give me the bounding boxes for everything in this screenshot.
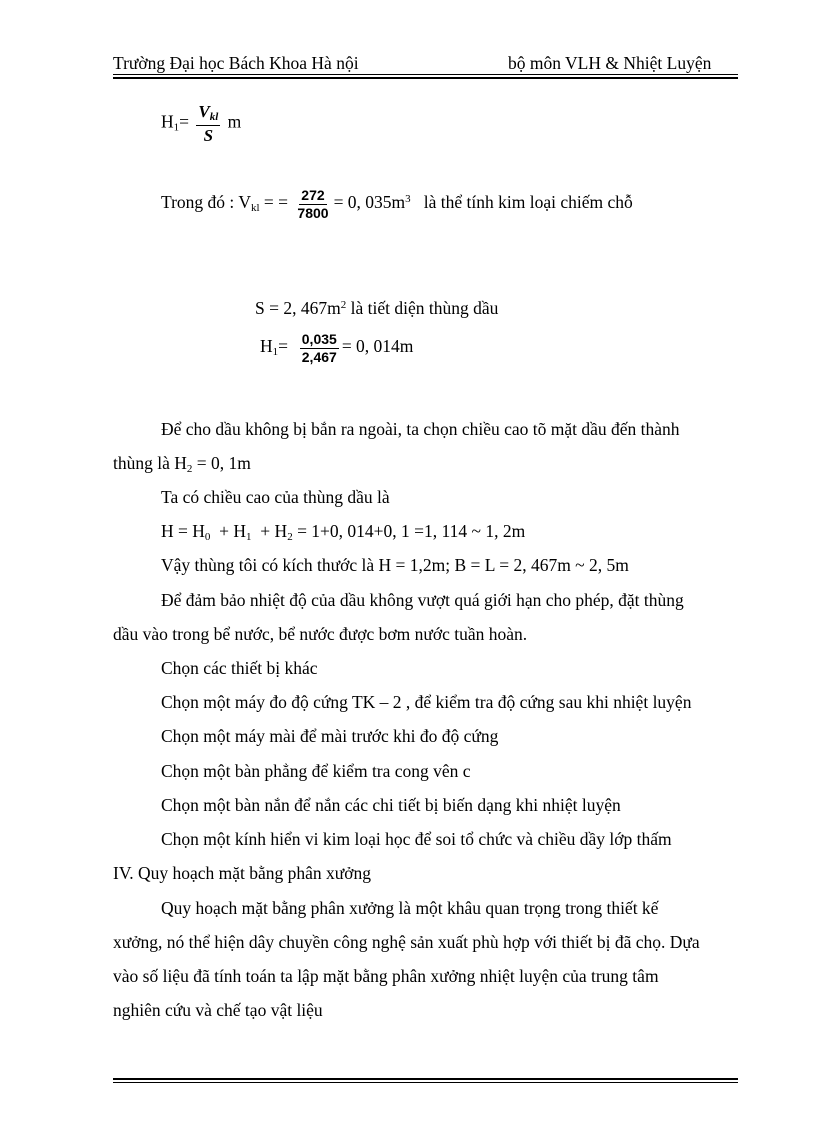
paragraph-line: vào số liệu đã tính toán ta lập mặt bằng phân xưởng nhiệt luyện của trung tâm xyxy=(113,966,659,986)
header-department-name: bộ môn VLH & Nhiệt Luyện xyxy=(508,53,712,73)
text-sub: 0 xyxy=(204,531,211,543)
paragraph-line: Chọn một máy đo độ cứng TK – 2 , để kiểm tra độ cứng sau khi nhiệt luyện xyxy=(161,692,692,712)
formula-description: là tiết diện thùng dầu xyxy=(350,298,499,318)
paragraph-line: Quy hoạch mặt bằng phân xưởng là một khâu quan trọng trong thiết kế xyxy=(161,898,659,918)
fraction-numerator: V xyxy=(198,102,210,121)
fraction-numerator: 0,035 xyxy=(301,331,337,347)
formula-h1-definition xyxy=(161,103,241,144)
text-span: + H xyxy=(219,521,247,541)
section-heading: IV. Quy hoạch mặt bằng phân xưởng xyxy=(113,863,372,883)
text-span: = 0, 1m xyxy=(196,453,251,473)
text-sub: 2 xyxy=(287,531,293,543)
formula-prefix: Trong đó : V xyxy=(161,192,251,213)
fraction-numerator: 272 xyxy=(301,187,325,203)
formula-lhs: H xyxy=(260,336,273,357)
formula-vkl-volume xyxy=(161,188,633,220)
formula-lhs: H xyxy=(161,111,174,132)
footer-rule-thick xyxy=(113,1078,738,1080)
header-rule-thick xyxy=(113,77,738,79)
paragraph-line: Ta có chiều cao của thùng dầu là xyxy=(161,487,390,507)
fraction-denominator: 2,467 xyxy=(301,348,337,365)
paragraph-line: Để đảm bảo nhiệt độ của dầu không vượt quá giới hạn cho phép, đặt thùng xyxy=(161,590,684,610)
formula-lhs-sub: 1 xyxy=(272,346,279,359)
formula-text: S = 2, 467m xyxy=(255,298,341,318)
fraction-0035-over-2467 xyxy=(300,332,339,364)
header-rule xyxy=(113,74,738,75)
formula-section-area xyxy=(255,298,498,319)
footer-rule xyxy=(113,1082,738,1083)
text-sub: 1 xyxy=(246,531,252,543)
paragraph-line: Chọn một kính hiển vi kim loại học để soi tổ chức và chiều dầy lớp thấm xyxy=(161,829,672,849)
text-span: + H xyxy=(260,521,288,541)
formula-prefix-sub: kl xyxy=(250,202,260,215)
formula-lhs-sub: 1 xyxy=(173,121,180,134)
paragraph-line: Chọn một bàn nắn để nắn các chi tiết bị biến dạng khi nhiệt luyện xyxy=(161,795,621,815)
text-sub: 2 xyxy=(186,463,193,475)
paragraph-line: Chọn các thiết bị khác xyxy=(161,658,318,678)
text-span: = 1+0, 014+0, 1 =1, 114 ~ 1, 2m xyxy=(297,521,526,541)
text-span: thùng là H xyxy=(113,453,187,473)
formula-sup: 2 xyxy=(340,299,347,311)
text-span: H = H xyxy=(161,521,205,541)
formula-description: là thể tính kim loại chiếm chỗ xyxy=(423,192,633,213)
paragraph-line: Chọn một bàn phẳng để kiểm tra cong vên c xyxy=(161,761,471,781)
formula-total-height xyxy=(161,521,525,543)
paragraph-line: xưởng, nó thể hiện dây chuyền công nghệ sản xuất phù hợp với thiết bị đã chọ. Dựa xyxy=(113,932,700,952)
fraction-272-over-7800 xyxy=(295,188,330,220)
formula-eq: = xyxy=(278,336,289,357)
paragraph-line: dầu vào trong bể nước, bể nước được bơm nước tuần hoàn. xyxy=(113,624,528,644)
paragraph-line: Chọn một máy mài để mài trước khi đo độ cứng xyxy=(161,726,499,746)
fraction-denominator: S xyxy=(203,125,214,145)
fraction-numerator-sub: kl xyxy=(209,111,219,123)
paragraph-line xyxy=(113,453,251,475)
fraction-vkl-over-s xyxy=(196,103,220,144)
formula-eq: = = xyxy=(263,192,289,213)
formula-result: = 0, 035m xyxy=(333,192,406,213)
paragraph-line: nghiên cứu và chế tạo vật liệu xyxy=(113,1000,323,1020)
header-school-name: Trường Đại học Bách Khoa Hà nội xyxy=(113,53,359,73)
formula-result-sup: 3 xyxy=(405,193,411,206)
formula-result: = 0, 014m xyxy=(341,336,414,357)
formula-unit: m xyxy=(227,111,242,132)
paragraph-line: Vậy thùng tôi có kích thước là H = 1,2m; B = L = 2, 467m ~ 2, 5m xyxy=(161,555,629,575)
formula-eq: = xyxy=(179,111,190,132)
formula-h1-result xyxy=(260,332,413,364)
fraction-denominator: 7800 xyxy=(297,204,329,221)
paragraph-line: Để cho dầu không bị bắn ra ngoài, ta chọn chiều cao tõ mặt dầu đến thành xyxy=(161,419,680,439)
